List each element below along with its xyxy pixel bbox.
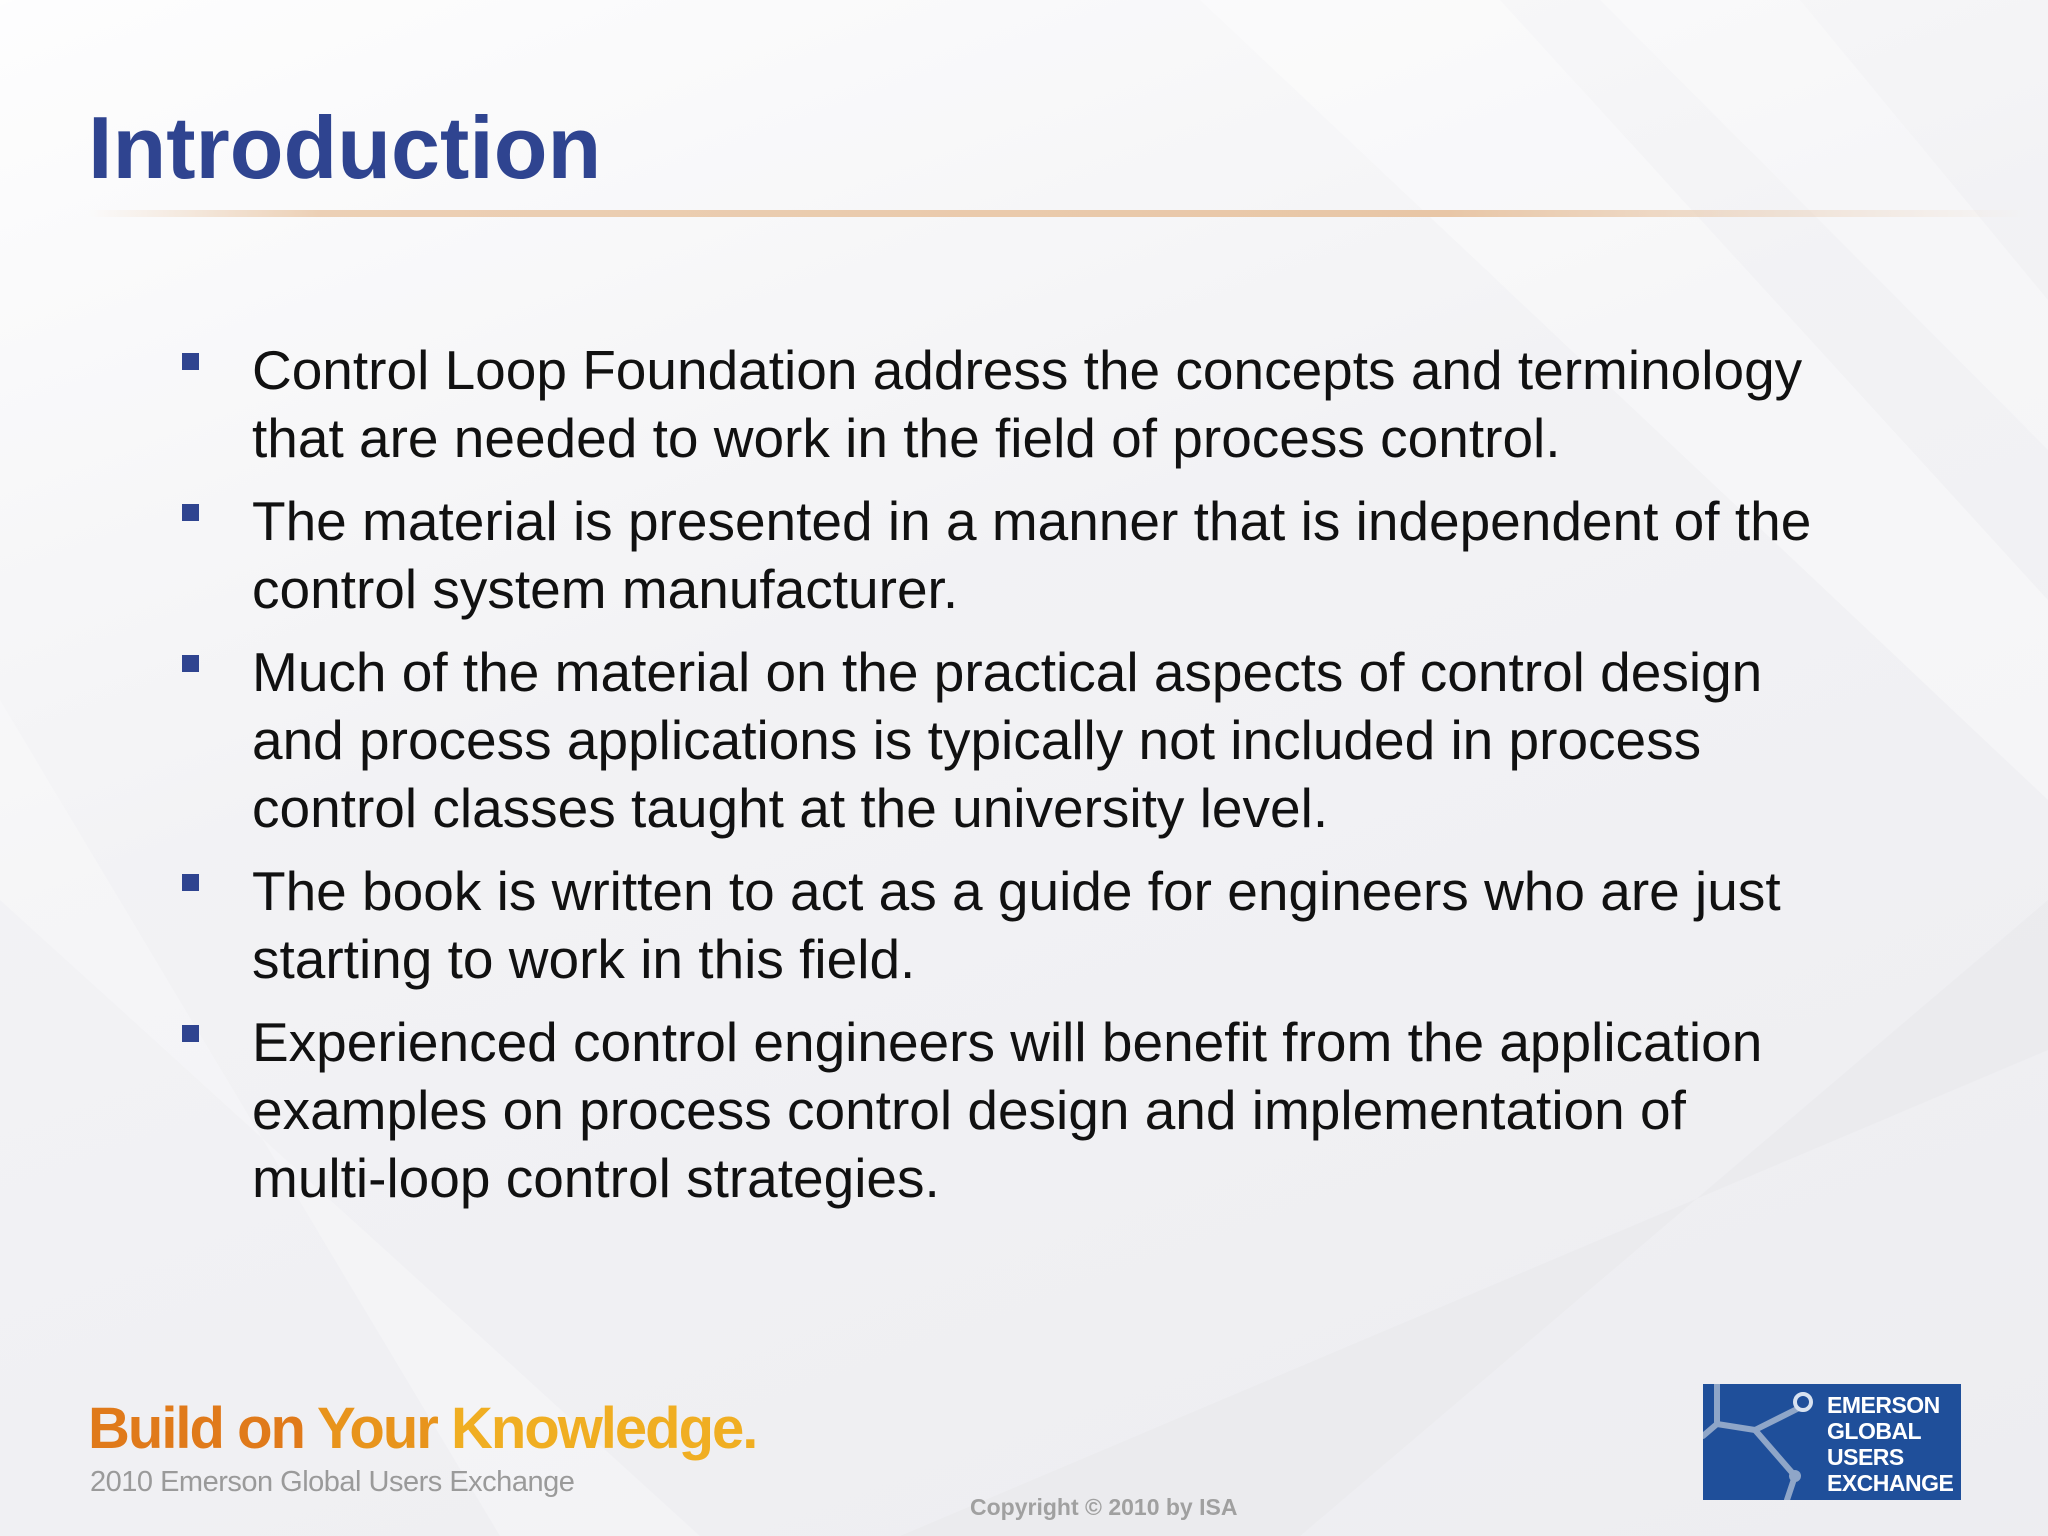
square-bullet-icon xyxy=(182,353,199,370)
bullet-text: Much of the material on the practical aspects of control design and process applications is typically not included in process control classes taught at the university level. xyxy=(252,641,1763,839)
bullet-text: Experienced control engineers will benefit from the application examples on process control design and implementation of multi-loop control strategies. xyxy=(252,1011,1763,1209)
bullet-text: The material is presented in a manner that is independent of the control system manufacturer. xyxy=(252,490,1812,620)
emerson-logo xyxy=(1703,1384,1961,1500)
footer-tagline xyxy=(88,1396,757,1461)
square-bullet-icon xyxy=(182,655,199,672)
bullet-text: Control Loop Foundation address the concepts and terminology that are needed to work in the field of process control. xyxy=(252,339,1803,469)
logo-line-3: USERS xyxy=(1827,1444,1904,1470)
slide-title: Introduction xyxy=(88,98,602,197)
square-bullet-icon xyxy=(182,504,199,521)
tagline-part-1: Build on xyxy=(88,1396,318,1461)
footer-subtitle: 2010 Emerson Global Users Exchange xyxy=(90,1466,575,1498)
bullet-item xyxy=(175,1008,1815,1212)
logo-wordmark xyxy=(1827,1392,1953,1496)
tagline-part-2: Your xyxy=(317,1396,451,1461)
bullet-text: The book is written to act as a guide for engineers who are just starting to work in this field. xyxy=(252,860,1781,990)
bullet-item xyxy=(175,336,1815,472)
tagline-part-3: Knowledge. xyxy=(450,1396,757,1461)
bullet-list xyxy=(175,336,1815,1227)
square-bullet-icon xyxy=(182,1025,199,1042)
logo-line-2: GLOBAL xyxy=(1827,1418,1922,1444)
title-divider xyxy=(88,210,2028,217)
logo-line-1: EMERSON xyxy=(1827,1392,1940,1418)
copyright-notice: Copyright © 2010 by ISA xyxy=(970,1494,1238,1520)
bullet-item xyxy=(175,638,1815,842)
bullet-item xyxy=(175,487,1815,623)
logo-line-4: EXCHANGE xyxy=(1827,1470,1954,1496)
square-bullet-icon xyxy=(182,874,199,891)
bullet-item xyxy=(175,857,1815,993)
